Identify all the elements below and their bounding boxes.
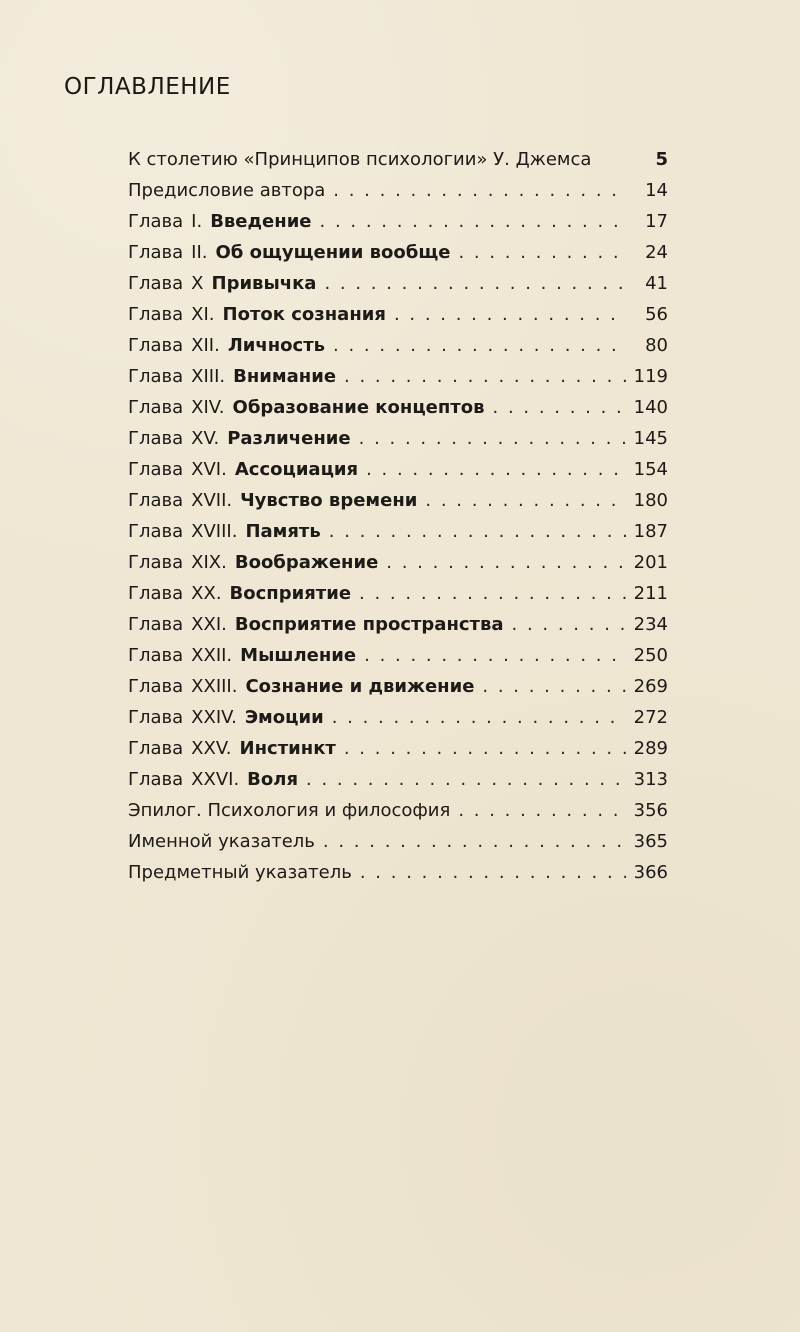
chapter-title: Внимание [233, 366, 337, 387]
toc-entry-chapter-xxi[interactable] [128, 609, 668, 640]
toc-entry-chapter-i[interactable] [128, 206, 668, 237]
chapter-label: Глава [128, 490, 184, 511]
toc-entry-chapter-xiii[interactable] [128, 361, 668, 392]
dot-leader [324, 268, 626, 299]
dot-leader [493, 392, 626, 423]
chapter-number: X [191, 273, 204, 294]
chapter-number: XXIII. [191, 676, 238, 697]
chapter-number: XVI. [191, 459, 227, 480]
chapter-label: Глава [128, 273, 184, 294]
dot-leader [306, 764, 626, 795]
toc-entry-epilogue[interactable] [128, 795, 668, 826]
chapter-label: Глава [128, 676, 184, 697]
chapter-number: XXV. [191, 738, 232, 759]
dot-leader [333, 175, 626, 206]
toc-entry-label [128, 640, 362, 671]
toc-entry-title: Предметный указатель [128, 862, 352, 883]
toc-entry-label [128, 268, 322, 299]
chapter-label: Глава [128, 211, 184, 232]
toc-entry-title: Предисловие автора [128, 180, 326, 201]
chapter-number: XXI. [191, 614, 227, 635]
toc-entry-label [128, 733, 342, 764]
toc-entry-label [128, 578, 357, 609]
chapter-number: XVIII. [191, 521, 238, 542]
toc-entry-label [128, 206, 318, 237]
toc-page-number: 56 [645, 304, 668, 325]
toc-page-number: 140 [633, 397, 668, 418]
chapter-title: Поток сознания [222, 304, 386, 325]
toc-entry-label [128, 516, 327, 547]
dot-leader [512, 609, 626, 640]
toc-entry-chapter-xii[interactable] [128, 330, 668, 361]
toc-entry-chapter-ii[interactable] [128, 237, 668, 268]
chapter-number: XXII. [191, 645, 233, 666]
chapter-title: Введение [210, 211, 312, 232]
chapter-title: Привычка [211, 273, 317, 294]
chapter-number: XIX. [191, 552, 227, 573]
toc-page-number: 24 [645, 242, 668, 263]
toc-entry-preface[interactable] [128, 175, 668, 206]
toc-entry-name-index[interactable] [128, 826, 668, 857]
toc-page-number: 154 [633, 459, 668, 480]
chapter-title: Воображение [234, 552, 379, 573]
dot-leader [394, 299, 626, 330]
toc-entry-chapter-xviii[interactable] [128, 516, 668, 547]
toc-entry-label [128, 454, 364, 485]
toc-page-number: 272 [633, 707, 668, 728]
chapter-label: Глава [128, 645, 184, 666]
toc-entry-chapter-xxvi[interactable] [128, 764, 668, 795]
dot-leader [359, 423, 626, 454]
dot-leader [344, 733, 626, 764]
toc-page-number: 356 [633, 800, 668, 821]
dot-leader [366, 454, 626, 485]
chapter-label: Глава [128, 459, 184, 480]
chapter-label: Глава [128, 335, 184, 356]
dot-leader [364, 640, 626, 671]
toc-entry-label [128, 702, 330, 733]
chapter-title: Различение [227, 428, 351, 449]
toc-entry-label [128, 609, 510, 640]
dot-leader [458, 795, 625, 826]
toc-entry-label [128, 423, 357, 454]
dot-leader [344, 361, 626, 392]
toc-page-number: 366 [633, 862, 668, 883]
toc-page-number: 180 [633, 490, 668, 511]
toc-entry-label [128, 485, 423, 516]
chapter-number: XV. [191, 428, 220, 449]
toc-page-number: 41 [645, 273, 668, 294]
chapter-title: Личность [227, 335, 326, 356]
dot-leader [332, 702, 626, 733]
chapter-title: Память [245, 521, 321, 542]
toc-page-number: 80 [645, 335, 668, 356]
chapter-number: XXVI. [191, 769, 240, 790]
chapter-title: Об ощущении вообще [215, 242, 451, 263]
toc-entry-chapter-xxii[interactable] [128, 640, 668, 671]
toc-entry-title: К столетию «Принципов психологии» У. Джемса [128, 149, 592, 170]
toc-entry-label [128, 547, 384, 578]
dot-leader [482, 671, 625, 702]
chapter-label: Глава [128, 428, 184, 449]
chapter-label: Глава [128, 738, 184, 759]
toc-entry-chapter-xxiii[interactable] [128, 671, 668, 702]
chapter-label: Глава [128, 397, 184, 418]
toc-page-number: 187 [633, 521, 668, 542]
toc-entry-label [128, 764, 304, 795]
toc-page-number: 17 [645, 211, 668, 232]
dot-leader [425, 485, 625, 516]
toc-page-number: 5 [655, 149, 668, 170]
toc-page-number: 201 [633, 552, 668, 573]
chapter-title: Восприятие [229, 583, 352, 604]
chapter-label: Глава [128, 707, 184, 728]
chapter-label: Глава [128, 769, 184, 790]
dot-leader [323, 826, 626, 857]
chapter-label: Глава [128, 521, 184, 542]
chapter-title: Инстинкт [239, 738, 336, 759]
chapter-label: Глава [128, 242, 184, 263]
toc-page-number: 119 [633, 366, 668, 387]
dot-leader [333, 330, 626, 361]
toc-entry-title: Именной указатель [128, 831, 315, 852]
chapter-number: XII. [191, 335, 220, 356]
chapter-number: XVII. [191, 490, 233, 511]
chapter-label: Глава [128, 614, 184, 635]
toc-page-number: 289 [633, 738, 668, 759]
dot-leader [386, 547, 625, 578]
chapter-number: I. [191, 211, 203, 232]
toc-entry-chapter-xix[interactable] [128, 547, 668, 578]
toc-entry-title: Эпилог. Психология и философия [128, 800, 451, 821]
chapter-number: XI. [191, 304, 215, 325]
chapter-number: XIV. [191, 397, 225, 418]
chapter-title: Сознание и движение [245, 676, 475, 697]
chapter-label: Глава [128, 366, 184, 387]
toc-page-number: 250 [633, 645, 668, 666]
toc-entry-chapter-xiv[interactable] [128, 392, 668, 423]
dot-leader [360, 857, 626, 888]
toc-entry-chapter-xvi[interactable] [128, 454, 668, 485]
chapter-label: Глава [128, 583, 184, 604]
chapter-number: II. [191, 242, 208, 263]
chapter-title: Мышление [240, 645, 357, 666]
dot-leader [359, 578, 626, 609]
toc-page-number: 211 [633, 583, 668, 604]
toc-page-number: 14 [645, 180, 668, 201]
toc-entry-subject-index[interactable] [128, 857, 668, 888]
chapter-label: Глава [128, 552, 184, 573]
chapter-title: Воля [247, 769, 298, 790]
dot-leader [320, 206, 626, 237]
chapter-title: Восприятие пространства [234, 614, 504, 635]
toc-page-number: 145 [633, 428, 668, 449]
toc-entry-label [128, 361, 342, 392]
toc-page-number: 365 [633, 831, 668, 852]
toc-entry-label [128, 299, 392, 330]
toc-entry-label [128, 330, 331, 361]
toc-entry-chapter-xx[interactable] [128, 578, 668, 609]
toc-entry-label [128, 237, 456, 268]
chapter-title: Эмоции [244, 707, 324, 728]
table-of-contents [128, 144, 668, 888]
toc-page-number: 313 [633, 769, 668, 790]
page-title: ОГЛАВЛЕНИЕ [64, 74, 231, 100]
dot-leader [329, 516, 626, 547]
toc-entry-chapter-x[interactable] [128, 268, 668, 299]
chapter-number: XXIV. [191, 707, 237, 728]
toc-entry-label [128, 392, 491, 423]
toc-entry-chapter-xxiv[interactable] [128, 702, 668, 733]
toc-entry-chapter-xvii[interactable] [128, 485, 668, 516]
chapter-title: Чувство времени [240, 490, 418, 511]
chapter-title: Ассоциация [234, 459, 359, 480]
toc-entry-chapter-xv[interactable] [128, 423, 668, 454]
chapter-number: XIII. [191, 366, 226, 387]
chapter-number: XX. [191, 583, 222, 604]
dot-leader [458, 237, 626, 268]
toc-page-number: 234 [633, 614, 668, 635]
chapter-label: Глава [128, 304, 184, 325]
toc-entry-chapter-xi[interactable] [128, 299, 668, 330]
toc-page-number: 269 [633, 676, 668, 697]
toc-entry-intro[interactable] [128, 144, 668, 175]
toc-entry-chapter-xxv[interactable] [128, 733, 668, 764]
toc-entry-label [128, 671, 480, 702]
chapter-title: Образование концептов [232, 397, 485, 418]
